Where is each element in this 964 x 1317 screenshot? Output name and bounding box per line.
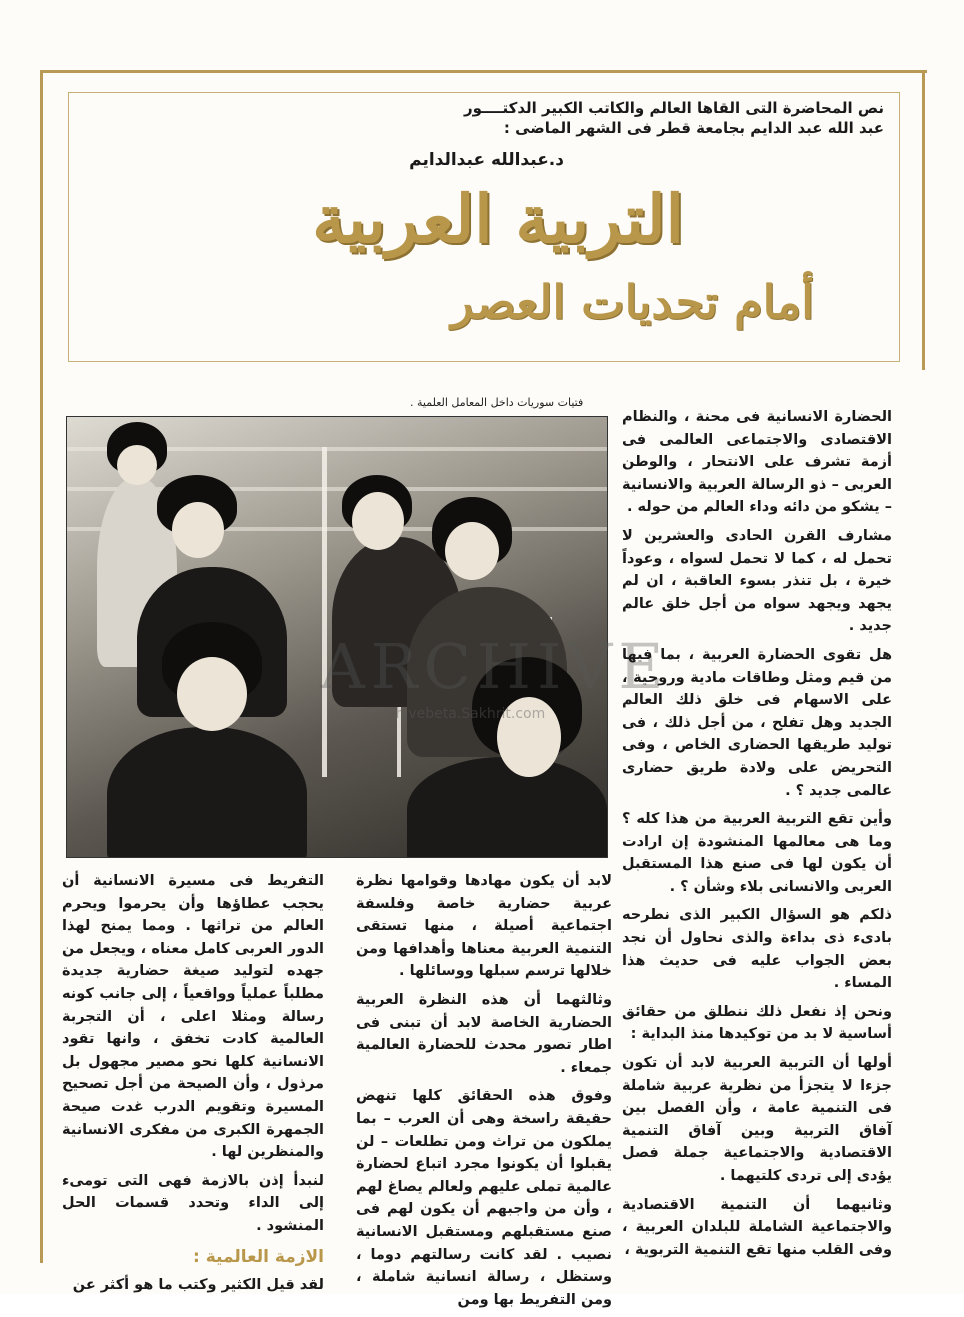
paragraph: أولها أن التربية العربية لابد أن تكون جزءا لا يتجزأ من نظرية عربية شاملة فى التنمية عامة ، وأن الفصل بين آفاق التربية وبين آفاق التنمية الاقتصادية والاجتماعية جملة فصل يؤدى إلى تردى كلتيهما .: [622, 1055, 892, 1184]
paragraph: وأين تقع التربية العربية من هذا كله ؟ وما هى معالمها المنشودة إن ارادت أن يكون لها فى صنع هذا المستقبل العربى والانسانى بلاء وشأن ؟ .: [622, 811, 892, 895]
student-figure: [407, 757, 607, 858]
intro-line-2: عبد الله عبد الدايم بجامعة قطر فى الشهر الماضى :: [503, 119, 884, 137]
author-name: د.عبدالله عبدالدايم: [409, 150, 564, 170]
paragraph: وثانيهما أن التنمية الاقتصادية والاجتماعية الشاملة للبلدان العربية ، وفى القلب منها تقع التنمية التربوية ،: [622, 1196, 892, 1258]
article-subtitle: أمام تحديات العصر: [451, 275, 814, 329]
paragraph: هل تقوى الحضارة العربية ، بما فيها من قيم ومثل وطاقات مادية وروحية ، على الاسهام فى خلق ذلك العالم الجديد وهل تفلح ، من أجل ذلك ، فى توليد طريقها الحضارى الخاص ، وفى التحريض على ولادة طريق حضارى عالمى جديد ؟ .: [622, 646, 892, 799]
student-face: [172, 502, 224, 558]
paragraph: وثالثهما أن هذه النظرة العربية الحضارية الخاصة لابد أن تبنى فى اطار تصور محدث للحضارة العالمية جمعاء .: [356, 991, 612, 1076]
paragraph: لنبدأ إذن بالازمة فهى التى تومىء إلى الداء وتحدد قسمات الحل المنشود .: [62, 1172, 324, 1234]
photo-caption: فتيات سوريات داخل المعامل العلمية .: [410, 396, 584, 409]
article-column-middle: [356, 870, 612, 1317]
student-face: [117, 445, 157, 485]
paragraph: وفوق هذه الحقائق كلها تنهض حقيقة راسخة وهى أن العرب – بما يملكون من تراث ومن تطلعات – لن يقبلوا أن يكونوا مجرد اتباع لحضارة عالمية تملى عليهم ولعالم يصاغ لهم ، وأن من واجبهم أن يكون لهم فى صنع مستقبلهم ومستقبل الانسانية نصيب . لقد كانت رسالتهم دوما ، وستظل ، رسالة انسانية شاملة ، ومن التفريط بها ومن: [356, 1088, 612, 1308]
paragraph: التفريط فى مسيرة الانسانية أن يحجب عطاؤها وأن يحرموا ويحرم العالم من تراثها . ومما يمنح لهذا الدور العربى كامل معناه ، ويجعل من جهده لتوليد صيغة حضارية جديدة مطلباً عملياً وواقعياً ، إلى جانب كونه رسالة ومثلا اعلى ، أن التجربة العالمية كادت تخفق ، وانها تقود الانسانية كلها نحو مصير مجهول بل مرذول ، وأن الصيحة من أجل تصحيح المسيرة وتقويم الدرب غدت صيحة الجمهرة الكبرى من مفكرى الانسانية والمنظرين لها .: [62, 873, 324, 1161]
student-face: [445, 522, 499, 580]
paragraph: مشارف القرن الحادى والعشرين لا تحمل له ، كما لا تحمل لسواه ، وعوداً خيرة ، بل تنذر بسوء العاقبة ، ان لم يجهد ويجهد سواه من أجل خلق عالم جديد .: [622, 527, 892, 635]
page-border-right: [922, 70, 925, 370]
paragraph: الحضارة الانسانية فى محنة ، والنظام الاقتصادى والاجتماعى العالمى فى أزمة تشرف على الانتحار ، والوطن العربى – ذو الرسالة العربية والانسانية – يشكو من دائه وداء العالم من حوله .: [622, 409, 892, 516]
intro-text: [224, 98, 884, 138]
watermark-url: http://Archivebeta.Sakhrit.com: [330, 706, 546, 722]
student-figure: [107, 727, 307, 858]
student-face: [352, 492, 404, 550]
paragraph: لقد قيل الكثير وكتب ما هو أكثر عن: [72, 1277, 324, 1294]
paragraph: ذلكم هو السؤال الكبير الذى نطرحه بادىء ذى بداءة والذى نحاول أن نجد بعض الجواب عليه فى حديث هذا المساء .: [622, 907, 892, 992]
student-face: [177, 657, 247, 731]
article-title: التربية العربية: [312, 180, 684, 258]
lab-stand: [322, 447, 327, 777]
archive-watermark: ARCHIVE: [320, 630, 670, 703]
paragraph: لابد أن يكون مهادها وقوامها نظرة عربية حضارية خاصة وفلسفة اجتماعية أصيلة ، منها تستقى التنمية العربية معناها وأهدافها ومن خلالها ترسم سبلها ووسائلها .: [356, 873, 612, 980]
article-column-right: [622, 406, 892, 1267]
intro-line-1: نص المحاضرة التى القاها العالم والكاتب الكبير الدكتــــور: [463, 99, 884, 117]
article-column-left: [62, 870, 324, 1303]
paragraph: ونحن إذ نفعل ذلك ننطلق من حقائق أساسية لا بد من توكيدها منذ البداية :: [622, 1003, 892, 1043]
section-heading: الازمة العالمية :: [193, 1246, 324, 1267]
